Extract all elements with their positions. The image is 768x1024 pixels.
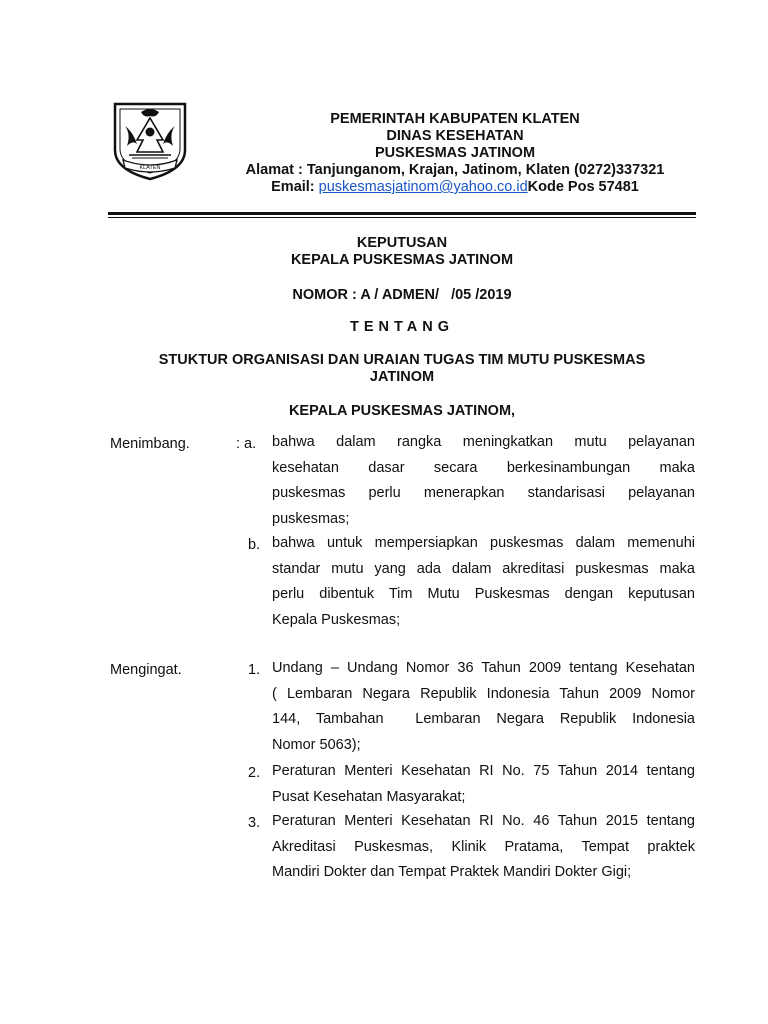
letterhead-agency: DINAS KESEHATAN xyxy=(386,128,524,144)
menimbang-item-b xyxy=(272,531,695,633)
letterhead-government: PEMERINTAH KABUPATEN KLATEN xyxy=(330,111,580,127)
menimbang-marker-b: b. xyxy=(248,537,261,553)
paragraph-line: Peraturan Menteri Kesehatan RI No. 75 Tahun 2014 tentang xyxy=(272,763,695,779)
mengingat-label: Mengingat. xyxy=(110,662,182,678)
letterhead-address: Alamat : Tanjunganom, Krajan, Jatinom, Klaten (0272)337321 xyxy=(245,162,665,178)
postal-code: Kode Pos 57481 xyxy=(527,179,639,195)
paragraph-line: puskesmas; xyxy=(272,510,350,527)
paragraph-line: ( Lembaran Negara Republik Indonesia Tahun 2009 Nomor xyxy=(272,685,695,702)
mengingat-item-1 xyxy=(272,656,695,758)
menimbang-marker-a: : a. xyxy=(236,436,257,452)
menimbang-label: Menimbang. xyxy=(110,436,190,452)
paragraph-line: perlu dibentuk Tim Mutu Puskesmas dengan keputusan xyxy=(272,586,695,602)
decree-subject-line-2: JATINOM xyxy=(369,369,435,385)
mengingat-marker-3: 3. xyxy=(248,815,261,831)
mengingat-marker-2: 2. xyxy=(248,765,261,781)
letterhead-divider-thick xyxy=(108,212,696,215)
paragraph-line: kesehatan dasar secara berkesinambungan maka xyxy=(272,459,695,476)
kepala-heading: KEPALA PUSKESMAS JATINOM, xyxy=(288,403,516,419)
letterhead-institution: PUSKESMAS JATINOM xyxy=(374,145,536,161)
paragraph-line: Nomor 5063); xyxy=(272,736,361,753)
decree-number: NOMOR : A / ADMEN/ /05 /2019 xyxy=(292,287,512,303)
email-link[interactable]: puskesmasjatinom@yahoo.co.id xyxy=(318,179,528,195)
letterhead-divider-thin xyxy=(108,217,696,218)
mengingat-item-2 xyxy=(272,759,695,810)
paragraph-line: Kepala Puskesmas; xyxy=(272,611,401,628)
paragraph-line: puskesmas perlu menerapkan standarisasi pelayanan xyxy=(272,485,695,501)
paragraph-line: 144, Tambahan Lembaran Negara Republik Indonesia xyxy=(272,711,695,727)
paragraph-line: Akreditasi Puskesmas, Klinik Pratama, Tempat praktek xyxy=(272,838,695,855)
paragraph-line: standar mutu yang ada dalam akreditasi puskesmas maka xyxy=(272,560,695,577)
tentang-heading: TENTANG xyxy=(349,319,454,335)
paragraph-line: bahwa untuk mempersiapkan puskesmas dalam memenuhi xyxy=(272,535,695,551)
klaten-regency-emblem-icon xyxy=(111,100,189,182)
decree-title: KEPUTUSAN xyxy=(356,235,448,251)
paragraph-line: Undang – Undang Nomor 36 Tahun 2009 tentang Kesehatan xyxy=(272,660,695,676)
paragraph-line: bahwa dalam rangka meningkatkan mutu pelayanan xyxy=(272,434,695,450)
mengingat-marker-1: 1. xyxy=(248,662,261,678)
letterhead-contact xyxy=(200,178,710,196)
paragraph-line: Mandiri Dokter dan Tempat Praktek Mandiri Dokter Gigi; xyxy=(272,864,632,880)
mengingat-item-3 xyxy=(272,809,695,886)
email-label: Email: xyxy=(271,179,319,195)
menimbang-item-a xyxy=(272,430,695,532)
decree-subject-line-1: STUKTUR ORGANISASI DAN URAIAN TUGAS TIM MUTU PUSKESMAS xyxy=(158,352,646,368)
paragraph-line: Peraturan Menteri Kesehatan RI No. 46 Tahun 2015 tentang xyxy=(272,813,695,829)
paragraph-line: Pusat Kesehatan Masyarakat; xyxy=(272,788,466,805)
svg-text:KLATEN: KLATEN xyxy=(139,165,161,171)
decree-issuer: KEPALA PUSKESMAS JATINOM xyxy=(290,252,514,268)
